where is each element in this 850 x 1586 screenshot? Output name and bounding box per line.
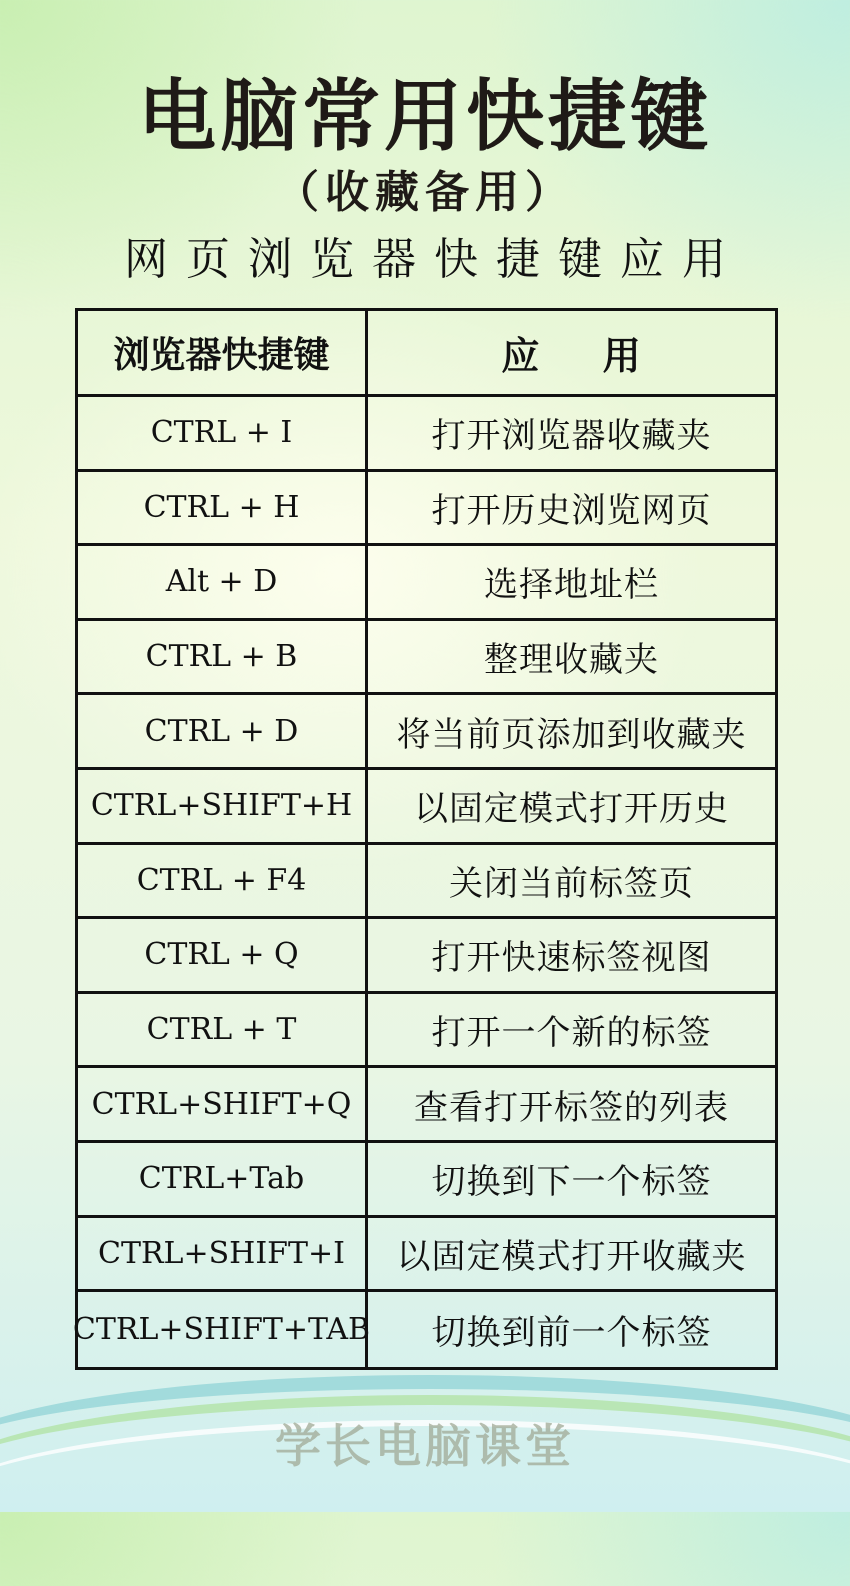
- shortcut-key: CTRL + H: [78, 472, 368, 544]
- shortcut-usage: 整理收藏夹: [484, 640, 659, 681]
- shortcut-key: Alt + D: [78, 546, 368, 618]
- shortcut-usage: 打开快速标签视图: [431, 938, 712, 979]
- shortcut-key: CTRL+SHIFT+TAB: [78, 1292, 368, 1367]
- shortcut-usage: 切换到前一个标签: [431, 1312, 712, 1353]
- column-header-shortcut: 浏览器快捷键: [78, 311, 368, 394]
- table-row: [78, 472, 775, 547]
- shortcut-key: CTRL + T: [78, 994, 368, 1066]
- page-title: 电脑常用快捷键: [137, 72, 712, 162]
- table-row: [78, 621, 775, 696]
- shortcut-key: CTRL + B: [78, 621, 368, 693]
- shortcut-key: CTRL + I: [78, 397, 368, 469]
- table-row: [78, 1143, 775, 1218]
- table-row: [78, 546, 775, 621]
- shortcut-key: CTRL + Q: [78, 919, 368, 991]
- shortcut-usage: 选择地址栏: [484, 565, 659, 606]
- shortcut-usage: 以固定模式打开历史: [414, 789, 729, 830]
- shortcut-usage: 以固定模式打开收藏夹: [396, 1236, 747, 1277]
- table-header-row: [78, 311, 775, 397]
- table-row: [78, 1068, 775, 1143]
- table-row: [78, 397, 775, 472]
- shortcut-usage: 打开一个新的标签: [431, 1013, 712, 1054]
- shortcut-usage: 将当前页添加到收藏夹: [396, 714, 747, 755]
- shortcut-key: CTRL+SHIFT+I: [78, 1218, 368, 1290]
- table-row: [78, 994, 775, 1069]
- table-row: [78, 919, 775, 994]
- shortcut-usage: 查看打开标签的列表: [414, 1087, 729, 1128]
- column-header-usage: 应 用: [501, 334, 642, 378]
- shortcut-key: CTRL + D: [78, 695, 368, 767]
- table-row: [78, 845, 775, 920]
- table-row: [78, 695, 775, 770]
- table-row: [78, 770, 775, 845]
- table-row: [72, 1292, 775, 1367]
- shortcut-key: CTRL+SHIFT+H: [78, 770, 368, 842]
- table-row: [78, 1218, 775, 1293]
- shortcut-usage: 切换到下一个标签: [431, 1162, 712, 1203]
- shortcut-usage: 打开历史浏览网页: [431, 490, 712, 531]
- shortcut-key: CTRL+SHIFT+Q: [78, 1068, 368, 1140]
- shortcut-key: CTRL+Tab: [78, 1143, 368, 1215]
- shortcut-usage: 打开浏览器收藏夹: [431, 416, 712, 457]
- section-heading: 网页浏览器快捷键应用: [124, 234, 744, 285]
- footer-watermark: 学长电脑课堂: [275, 1419, 575, 1473]
- shortcut-usage: 关闭当前标签页: [449, 863, 694, 904]
- shortcut-table: [72, 308, 778, 1370]
- shortcut-key: CTRL + F4: [78, 845, 368, 917]
- page-subtitle: （收藏备用）: [275, 167, 575, 218]
